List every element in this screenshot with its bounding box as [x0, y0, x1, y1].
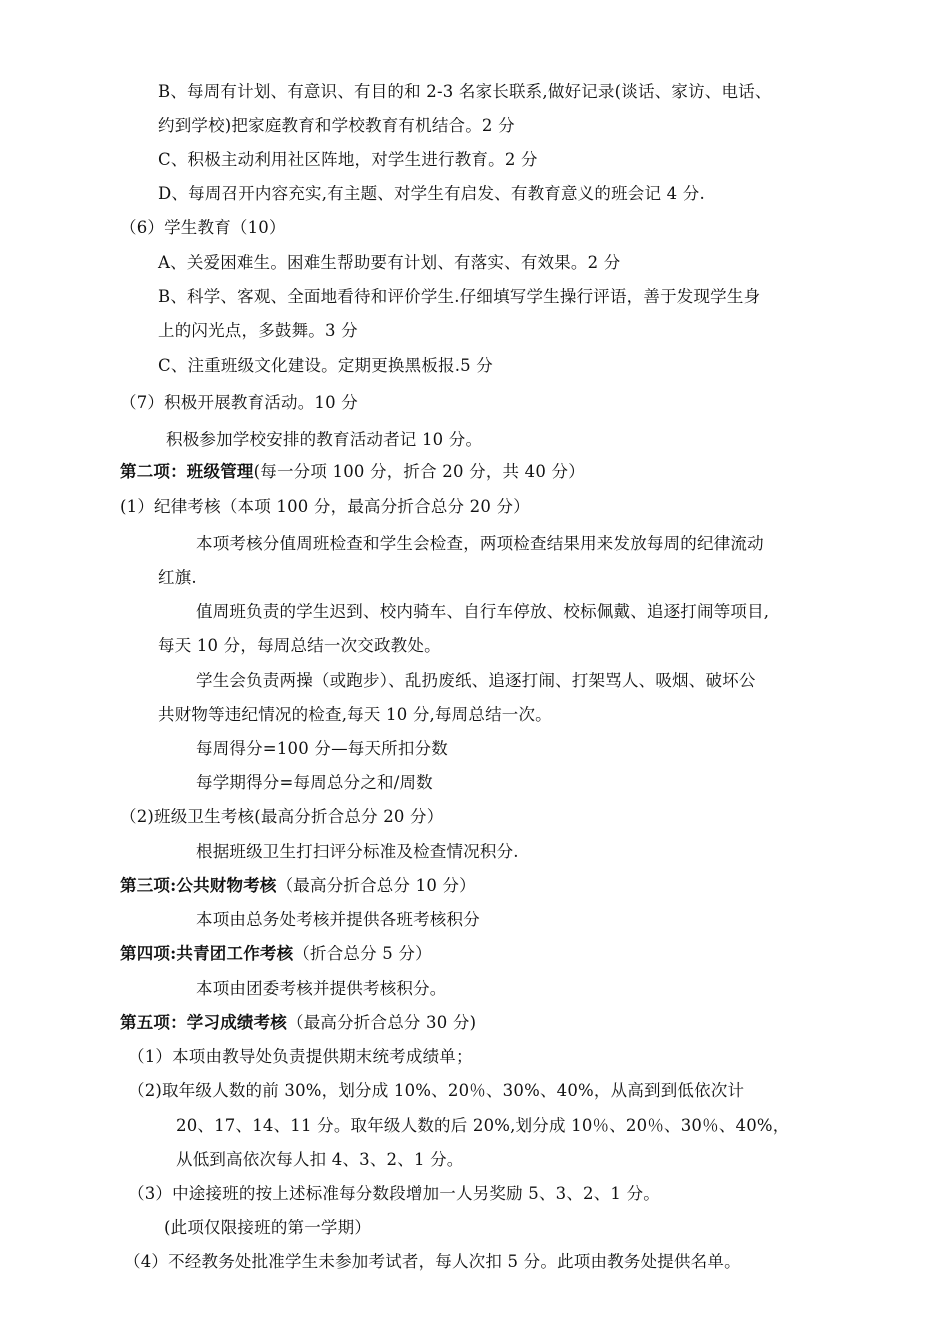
item-note: （最高分折合总分 30 分): [287, 1013, 477, 1032]
item-heading: [120, 943, 432, 965]
section-heading: （2)班级卫生考核(最高分折合总分 20 分）: [120, 807, 444, 826]
paragraph-line: C、注重班级文化建设。定期更换黑板报.5 分: [158, 356, 494, 375]
section-heading: (1）纪律考核（本项 100 分，最高分折合总分 20 分）: [120, 497, 530, 516]
paragraph-line: B、每周有计划、有意识、有目的和 2-3 名家长联系,做好记录(谈话、家访、电话、: [158, 82, 772, 101]
formula-line: 每周得分=100 分—每天所扣分数: [196, 739, 448, 758]
paragraph-line: 红旗.: [158, 568, 197, 587]
item-title: 第五项：学习成绩考核: [120, 1013, 287, 1032]
list-item: （4）不经教务处批准学生未参加考试者，每人次扣 5 分。此项由教务处提供名单。: [124, 1252, 741, 1271]
section-heading: （6）学生教育（10）: [120, 218, 286, 237]
item-heading: [120, 461, 585, 483]
paragraph-line: 约到学校)把家庭教育和学校教育有机结合。2 分: [158, 116, 515, 135]
paragraph-line: 根据班级卫生打扫评分标准及检查情况积分.: [196, 842, 519, 861]
section-heading: （7）积极开展教育活动。10 分: [120, 393, 358, 412]
paragraph-line: C、积极主动利用社区阵地，对学生进行教育。2 分: [158, 150, 538, 169]
item-heading: [120, 875, 476, 897]
item-note: (每一分项 100 分，折合 20 分，共 40 分）: [253, 462, 585, 481]
paragraph-line: A、关爱困难生。困难生帮助要有计划、有落实、有效果。2 分: [158, 253, 621, 272]
item-note: （折合总分 5 分）: [293, 944, 432, 963]
list-item-continuation: 从低到高依次每人扣 4、3、2、1 分。: [176, 1150, 464, 1169]
formula-line: 每学期得分=每周总分之和/周数: [196, 773, 433, 792]
paragraph-line: 积极参加学校安排的教育活动者记 10 分。: [166, 430, 483, 449]
list-item: （2)取年级人数的前 30%，划分成 10%、20％、30%、40%，从高到到低依次计: [128, 1081, 745, 1100]
paragraph-line: 学生会负责两操（或跑步）、乱扔废纸、追逐打闹、打架骂人、吸烟、破坏公: [196, 671, 756, 690]
paragraph-line: 值周班负责的学生迟到、校内骑车、自行车停放、校标佩戴、追逐打闹等项目,: [196, 602, 770, 621]
list-item-continuation: 20、17、14、11 分。取年级人数的后 20%,划分成 10％、20％、30％、40%，: [176, 1116, 790, 1135]
paragraph-line: 本项由总务处考核并提供各班考核积分: [196, 910, 480, 929]
paragraph-line: 每天 10 分，每周总结一次交政教处。: [158, 636, 441, 655]
paragraph-line: 本项考核分值周班检查和学生会检查，两项检查结果用来发放每周的纪律流动: [196, 534, 764, 553]
paragraph-line: 本项由团委考核并提供考核积分。: [196, 979, 447, 998]
item-title: 第三项:公共财物考核: [120, 876, 277, 895]
list-item-note: (此项仅限接班的第一学期）: [164, 1218, 372, 1237]
paragraph-line: 上的闪光点，多鼓舞。3 分: [158, 321, 358, 340]
paragraph-line: D、每周召开内容充实,有主题、对学生有启发、有教育意义的班会记 4 分.: [158, 184, 705, 203]
list-item: （1）本项由教导处负责提供期末统考成绩单；: [128, 1047, 473, 1066]
item-title: 第四项:共青团工作考核: [120, 944, 294, 963]
item-title: 第二项：班级管理: [120, 462, 254, 481]
paragraph-line: 共财物等违纪情况的检查,每天 10 分,每周总结一次。: [158, 705, 552, 724]
paragraph-line: B、科学、客观、全面地看待和评价学生.仔细填写学生操行评语，善于发现学生身: [158, 287, 761, 306]
item-note: （最高分折合总分 10 分）: [276, 876, 476, 895]
item-heading: [120, 1012, 476, 1034]
list-item: （3）中途接班的按上述标准每分数段增加一人另奖励 5、3、2、1 分。: [128, 1184, 660, 1203]
